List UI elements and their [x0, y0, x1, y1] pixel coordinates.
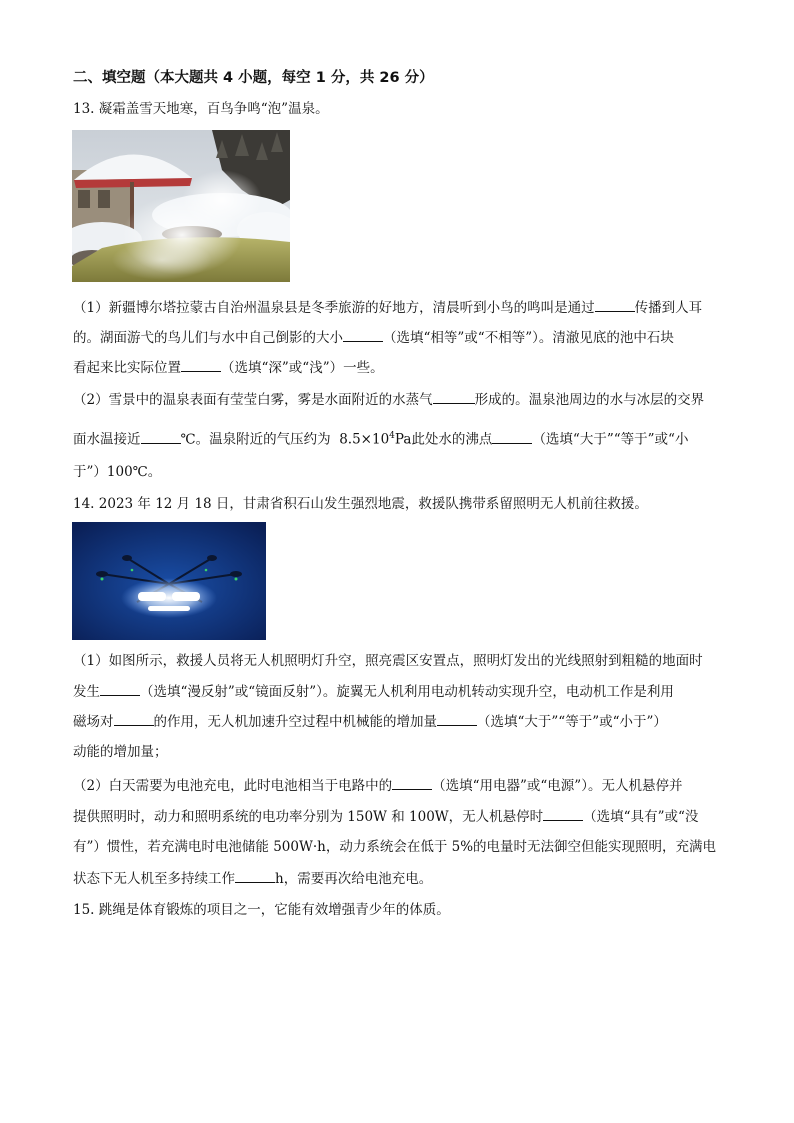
- q14-p2-text-f: 状态下无人机至多持续工作: [73, 871, 235, 887]
- answer-blank[interactable]: [235, 868, 275, 883]
- q15-stem: 15. 跳绳是体育锻炼的项目之一，它能有效增强青少年的体质。: [73, 902, 450, 918]
- q13-p2-text-c: 面水温接近: [73, 431, 141, 448]
- q14-part2-line4: [73, 868, 432, 889]
- q13-p1-text-c: 的。湖面游弋的鸟儿们与水中自己倒影的大小: [73, 330, 343, 346]
- q14-part1-line4: 动能的增加量；: [73, 744, 168, 760]
- q13-part1-line2: [73, 327, 674, 348]
- q14-p1-text-f: （选填“大于”“等于”或“小于”）: [477, 714, 667, 730]
- q13-part1-line1: [73, 297, 702, 318]
- answer-blank[interactable]: [343, 327, 383, 342]
- q13-part2-line3: 于”）100℃。: [73, 464, 162, 480]
- hot-spring-photo: [72, 130, 290, 282]
- q13-p2-text-f: 此处水的沸点: [411, 431, 493, 448]
- answer-blank[interactable]: [543, 806, 583, 821]
- q13-part2-line1: [73, 389, 704, 410]
- q13-p1-text-e: 看起来比实际位置: [73, 360, 181, 376]
- q13-p2-text-b: 形成的。温泉池周边的水与冰层的交界: [474, 392, 705, 408]
- q13-p1-text-b: 传播到人耳: [634, 300, 703, 316]
- drone-photo: [72, 522, 266, 640]
- answer-blank[interactable]: [595, 297, 635, 312]
- q13-p1-text-a: （1）新疆博尔塔拉蒙古自治州温泉县是冬季旅游的好地方，清晨听到小鸟的鸣叫是通过: [73, 300, 595, 316]
- q13-part2-line2: [73, 426, 688, 450]
- q14-p2-text-a: （2）白天需要为电池充电，此时电池相当于电路中的: [73, 778, 393, 794]
- q14-p2-text-g: h，需要再次给电池充电。: [275, 871, 433, 887]
- q14-part1-line2: [73, 681, 674, 702]
- answer-blank[interactable]: [392, 775, 432, 790]
- q14-part2-line3: 有”）惯性，若充满电时电池储能 500W·h，动力系统会在低于 5%的电量时无法御空但能实现照明，充满电: [73, 839, 717, 855]
- pressure-value: 8.5×10: [339, 431, 390, 448]
- section-title: 二、填空题（本大题共 4 小题，每空 1 分，共 26 分）: [73, 70, 434, 86]
- q13-stem: 13. 凝霜盖雪天地寒，百鸟争鸣“泡”温泉。: [73, 101, 329, 117]
- answer-blank[interactable]: [437, 711, 477, 726]
- q13-p1-text-f: （选填“深”或“浅”）一些。: [221, 360, 384, 376]
- answer-blank[interactable]: [181, 357, 221, 372]
- q14-p1-text-c: （选填“漫反射”或“镜面反射”）。旋翼无人机利用电动机转动实现升空，电动机工作是利用: [140, 684, 674, 700]
- q14-p2-text-b: （选填“用电器”或“电源”）。无人机悬停并: [432, 778, 683, 794]
- q14-p1-text-e: 的作用，无人机加速升空过程中机械能的增加量: [153, 714, 437, 730]
- q13-p2-text-d: ℃。温泉附近的气压约为: [180, 431, 331, 448]
- q13-p2-text-a: （2）雪景中的温泉表面有莹莹白雾，雾是水面附近的水蒸气: [73, 392, 433, 408]
- q14-p2-text-d: （选填“具有”或“没: [583, 809, 699, 825]
- pressure-unit: Pa: [394, 431, 412, 448]
- q13-part1-line3: [73, 357, 384, 378]
- q14-p2-text-c: 提供照明时，动力和照明系统的电功率分别为 150W 和 100W，无人机悬停时: [73, 809, 544, 825]
- answer-blank[interactable]: [114, 711, 154, 726]
- q14-stem: 14. 2023 年 12 月 18 日，甘肃省积石山发生强烈地震，救援队携带系留照明无人机前往救援。: [73, 496, 648, 512]
- q14-part1-line3: [73, 711, 667, 732]
- answer-blank[interactable]: [141, 429, 181, 444]
- q13-p2-text-g: （选填“大于”“等于”或“小: [532, 431, 689, 448]
- pressure-exponent: 4: [389, 431, 395, 441]
- answer-blank[interactable]: [433, 389, 475, 404]
- q14-p1-text-b: 发生: [73, 684, 100, 700]
- answer-blank[interactable]: [492, 429, 532, 444]
- answer-blank[interactable]: [100, 681, 140, 696]
- q14-part2-line1: [73, 775, 682, 796]
- q13-p1-text-d: （选填“相等”或“不相等”）。清澈见底的池中石块: [383, 330, 674, 346]
- q14-part1-line1: （1）如图所示，救援人员将无人机照明灯升空，照亮震区安置点，照明灯发出的光线照射到粗糙的地面时: [73, 653, 703, 669]
- q14-p1-text-d: 磁场对: [73, 714, 114, 730]
- q14-part2-line2: [73, 806, 698, 827]
